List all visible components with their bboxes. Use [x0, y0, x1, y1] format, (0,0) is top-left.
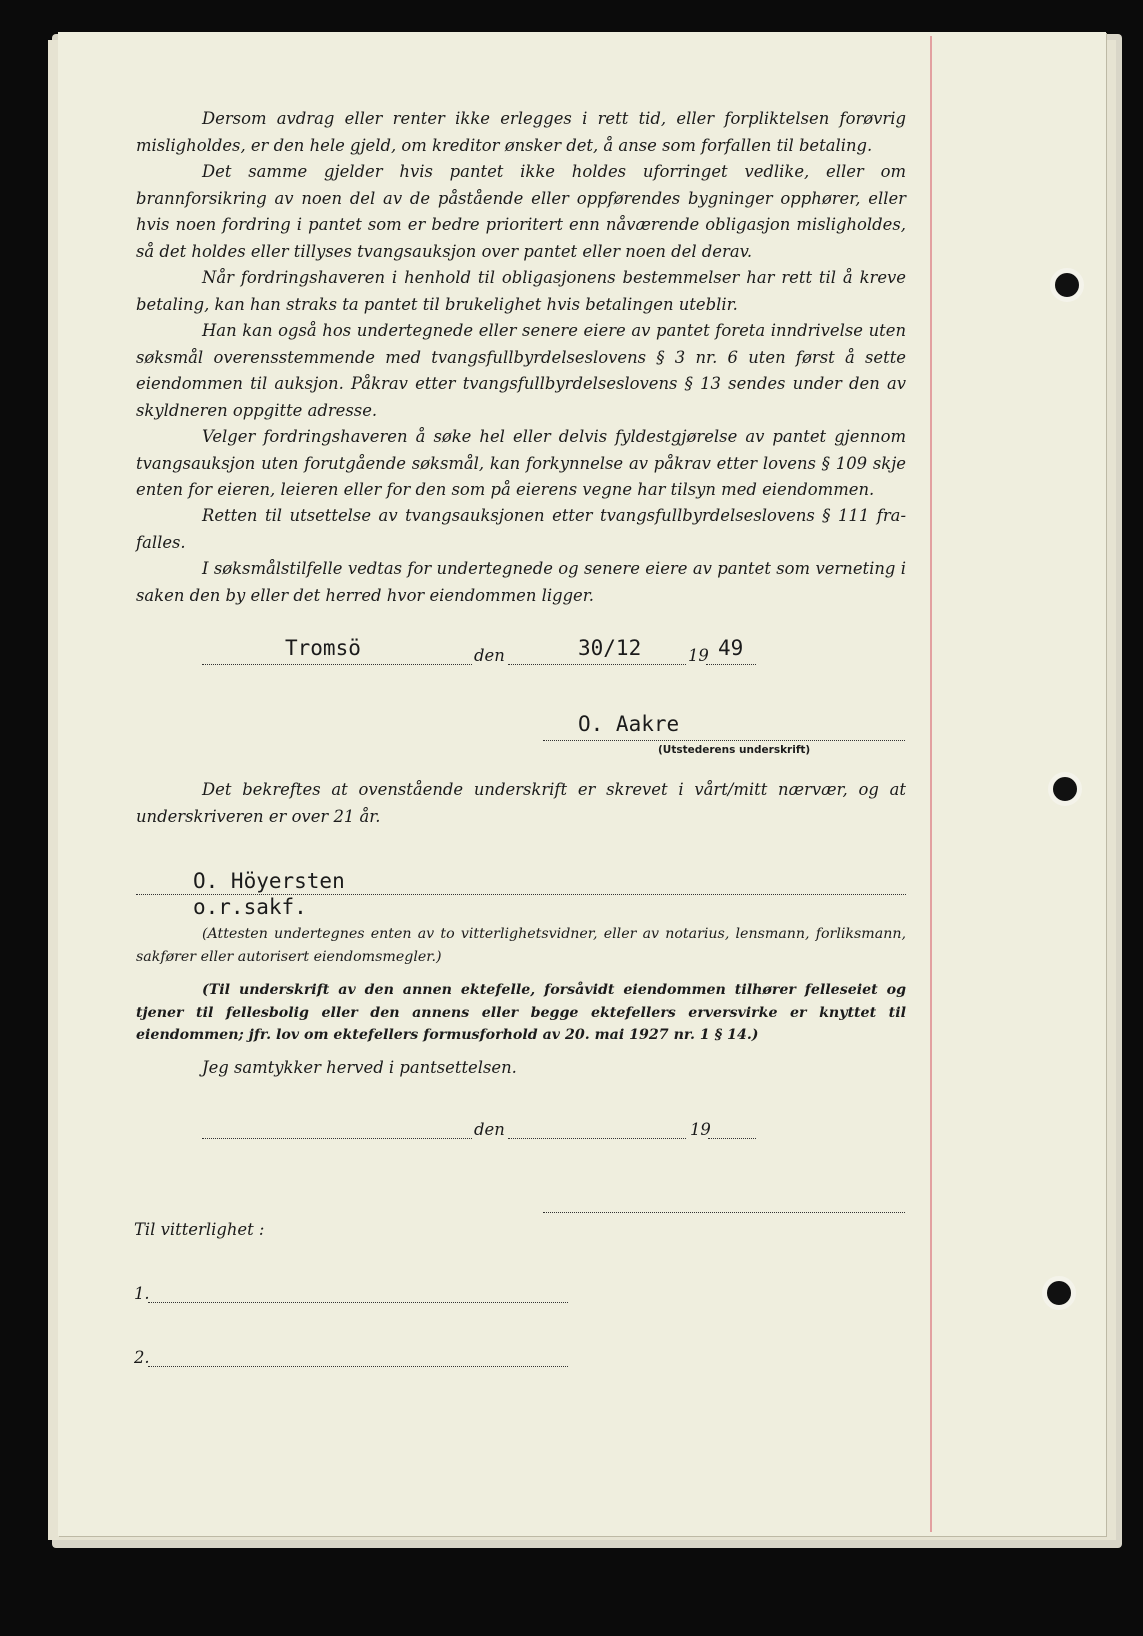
consent-year-prefix: 19 — [690, 1120, 711, 1139]
witness-line-2 — [148, 1366, 568, 1367]
witness-line-1-label: 1. — [134, 1284, 150, 1303]
consent-place-line — [202, 1138, 472, 1139]
den-label: den — [474, 646, 505, 665]
witness-line-1 — [148, 1302, 568, 1303]
consent-den-label: den — [474, 1120, 505, 1139]
issuer-caption: (Utstederens underskrift) — [658, 744, 811, 756]
consent-year-line — [708, 1138, 756, 1139]
year-prefix: 19 — [688, 646, 709, 665]
margin-rule — [930, 36, 932, 1532]
witness-statement: Det bekreftes at ovenstående underskrift er skrevet i vårt/mitt nærvær, og at underskriveren er over 21 år. — [136, 780, 906, 826]
punch-hole-middle — [1048, 772, 1082, 806]
paragraph-postponement: Retten til utsettelse av tvangsauksjonen etter tvangsfullbyrdelseslovens § 111 fra-falles. — [136, 506, 906, 552]
date-value: 30/12 — [578, 636, 642, 660]
place-value: Tromsö — [285, 636, 361, 660]
paragraph-maintenance: Det samme gjelder hvis pantet ikke holdes uforringet vedlike, eller om brannforsikring av noen del av de påstående eller oppførendes bygninger opphører, eller hvis noen fordring i pantet som er bedre prioritert enn nåværende obligasjon misligholdes, så det holdes eller tillyses tvangsauksjon over pantet eller noen del derav. — [136, 162, 906, 261]
punch-hole-top — [1050, 268, 1084, 302]
consent-date-line — [508, 1138, 686, 1139]
issuer-signature-line — [543, 740, 905, 741]
witnesses-heading: Til vitterlighet : — [134, 1220, 265, 1239]
paragraph-venue: I søksmålstilfelle vedtas for undertegnede og senere eiere av pantet som verneting i saken den by eller det herred hvor eiendommen ligger. — [136, 559, 906, 605]
place-line — [202, 664, 472, 665]
paragraph-possession: Når fordringshaveren i henhold til obligasjonens bestemmelser har rett til å kreve betaling, kan han straks ta pantet til brukelighet hvis betalingen uteblir. — [136, 268, 906, 314]
consent-signature-line — [543, 1212, 905, 1213]
punch-hole-bottom — [1042, 1276, 1076, 1310]
year-line — [706, 664, 756, 665]
consent-text: Jeg samtykker herved i pantsettelsen. — [202, 1058, 517, 1077]
date-line — [508, 664, 686, 665]
witness-title: o.r.sakf. — [193, 895, 307, 919]
witness-line-2-label: 2. — [134, 1348, 150, 1367]
issuer-signature: O. Aakre — [578, 712, 680, 736]
witness-name: O. Höyersten — [193, 869, 345, 893]
paragraph-enforcement: Han kan også hos undertegnede eller senere eiere av pantet foreta inndrivelse uten søksmål overensstemmende med tvangsfullbyrdelseslovens § 3 nr. 6 uten først å sette eiendommen til auksjon. Påkrav etter tvangsfullbyrdelseslovens § 13 sendes under den av skyldneren oppgitte adresse. — [136, 321, 906, 420]
witness-signature-line — [136, 894, 906, 895]
year-value: 49 — [718, 636, 744, 660]
paragraph-forced-sale: Velger fordringshaveren å søke hel eller delvis fyldestgjørelse av pantet gjennom tvangsauksjon uten forutgående søksmål, kan forkynnelse av påkrav etter lovens § 109 skje enten for eieren, leieren eller for den som på eierens vegne har tilsyn med eiendommen. — [136, 427, 906, 500]
spouse-note: (Til underskrift av den annen ektefelle, forsåvidt eiendommen tilhører felleseiet og tjener til fellesbolig eller den annens eller begge ektefellers erversvirke er knyttet til eiendommen; jfr. lov om ektefellers formusforhold av 20. mai 1927 nr. 1 § 14.) — [136, 982, 906, 1043]
attestation-note: (Attesten undertegnes enten av to vitterlighetsvidner, eller av notarius, lensmann, forliksmann, sakfører eller autorisert eiendomsmegler.) — [136, 926, 906, 965]
paragraph-default: Dersom avdrag eller renter ikke erlegges i rett tid, eller forpliktelsen forøvrig misligholdes, er den hele gjeld, om kreditor ønsker det, å anse som forfallen til betaling. — [136, 109, 906, 155]
